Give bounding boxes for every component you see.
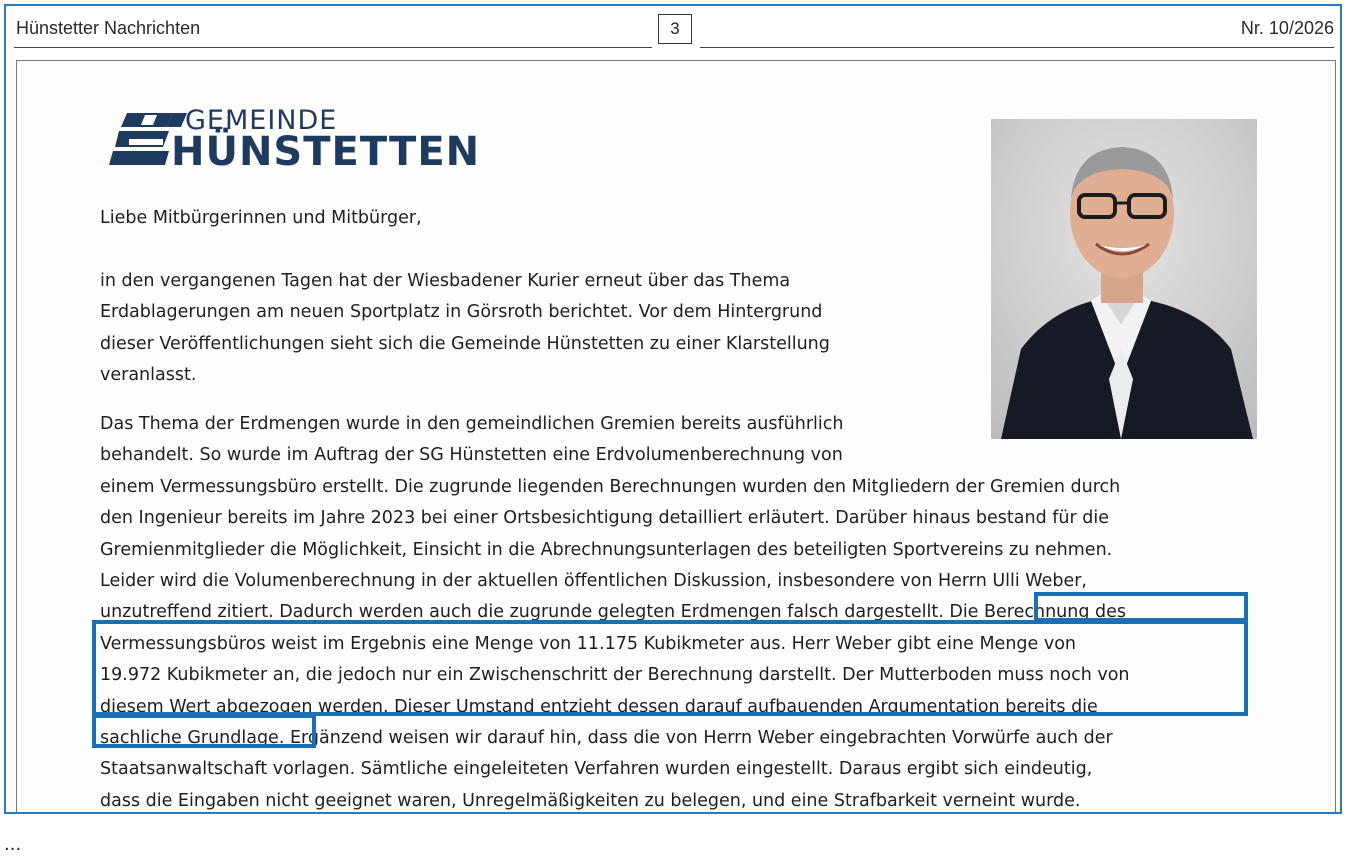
text-line: in den vergangenen Tagen hat der Wiesbadener Kurier erneut über das Thema [100,271,791,291]
text-line: Vermessungsbüros weist im Ergebnis eine Menge von 11.175 Kubikmeter aus. Herr Weber gibt eine Menge von [100,633,1077,654]
page-frame [4,4,1342,814]
issue-number: Nr. 10/2026 [1240,18,1334,38]
gemeinde-logo [109,105,529,175]
trailing-ellipsis: ... [4,834,22,855]
header-rule-left [14,47,652,48]
text-line: unzutreffend zitiert. Dadurch werden auch die zugrunde gelegten Erdmengen falsch dargestellt. Die Berechnung des [100,602,1127,623]
publication-title: Hünstetter Nachrichten [16,18,201,38]
text-line: dieser Veröffentlichungen sieht sich die Gemeinde Hünstetten zu einer Klarstellung [100,333,830,354]
letter-paragraph-2 [100,409,1130,814]
letter-paragraph-1 [100,266,830,392]
text-line: diesem Wert abgezogen werden. Dieser Umstand entzieht dessen darauf aufbauenden Argumentation bereits die [100,696,1098,717]
text-line: einem Vermessungsbüro erstellt. Die zugrunde liegenden Berechnungen wurden den Mitgliedern der Gremien durch [100,476,1121,497]
text-line: veranlasst. [100,365,197,386]
logo-municipality-name: HÜNSTETTEN [171,129,481,175]
text-line: behandelt. So wurde im Auftrag der SG Hünstetten eine Erdvolumenberechnung von [100,445,843,466]
text-line: Erdablagerungen am neuen Sportplatz in Görsroth berichtet. Vor dem Hintergrund [100,302,823,323]
text-line: Das Thema der Erdmengen wurde in den gemeindlichen Gremien bereits ausführlich [100,414,844,434]
text-line: Leider wird die Volumenberechnung in der aktuellen öffentlichen Diskussion, insbesondere von Herrn Ulli Weber, [100,571,1087,592]
text-line: Staatsanwaltschaft vorlagen. Sämtliche eingeleiteten Verfahren wurden eingestellt. Daraus ergibt sich eindeutig, [100,759,1093,780]
header-rule-right [700,47,1334,48]
letter-salutation: Liebe Mitbürgerinnen und Mitbürger, [100,208,422,228]
highlight-box-top [1034,592,1248,622]
text-line: Gremienmitglieder die Möglichkeit, Einsicht in die Abrechnungsunterlagen des beteiligten Sportvereins zu nehmen. [100,539,1113,560]
text-line: dass die Eingaben nicht geeignet waren, Unregelmäßigkeiten zu belegen, und eine Strafbarkeit verneint wurde. [100,790,1081,811]
text-line: den Ingenieur bereits im Jahre 2023 bei einer Ortsbesichtigung detailliert erläutert. Darüber hinaus bestand für die [100,508,1110,529]
page-number: 3 [658,14,692,44]
text-line: 19.972 Kubikmeter an, die jedoch nur ein Zwischenschritt der Berechnung darstellt. Der Mutterboden muss noch von [100,665,1130,686]
portrait-photo [991,119,1257,439]
logo-gemeinde-text: GEMEINDE [185,105,338,136]
text-line: sachliche Grundlage. Ergänzend weisen wir darauf hin, dass die von Herrn Weber eingebrachten Vorwürfe auch der [100,728,1113,749]
highlight-box-main [92,620,1248,716]
person-image [991,119,1257,439]
highlight-box-bottom [92,714,316,748]
